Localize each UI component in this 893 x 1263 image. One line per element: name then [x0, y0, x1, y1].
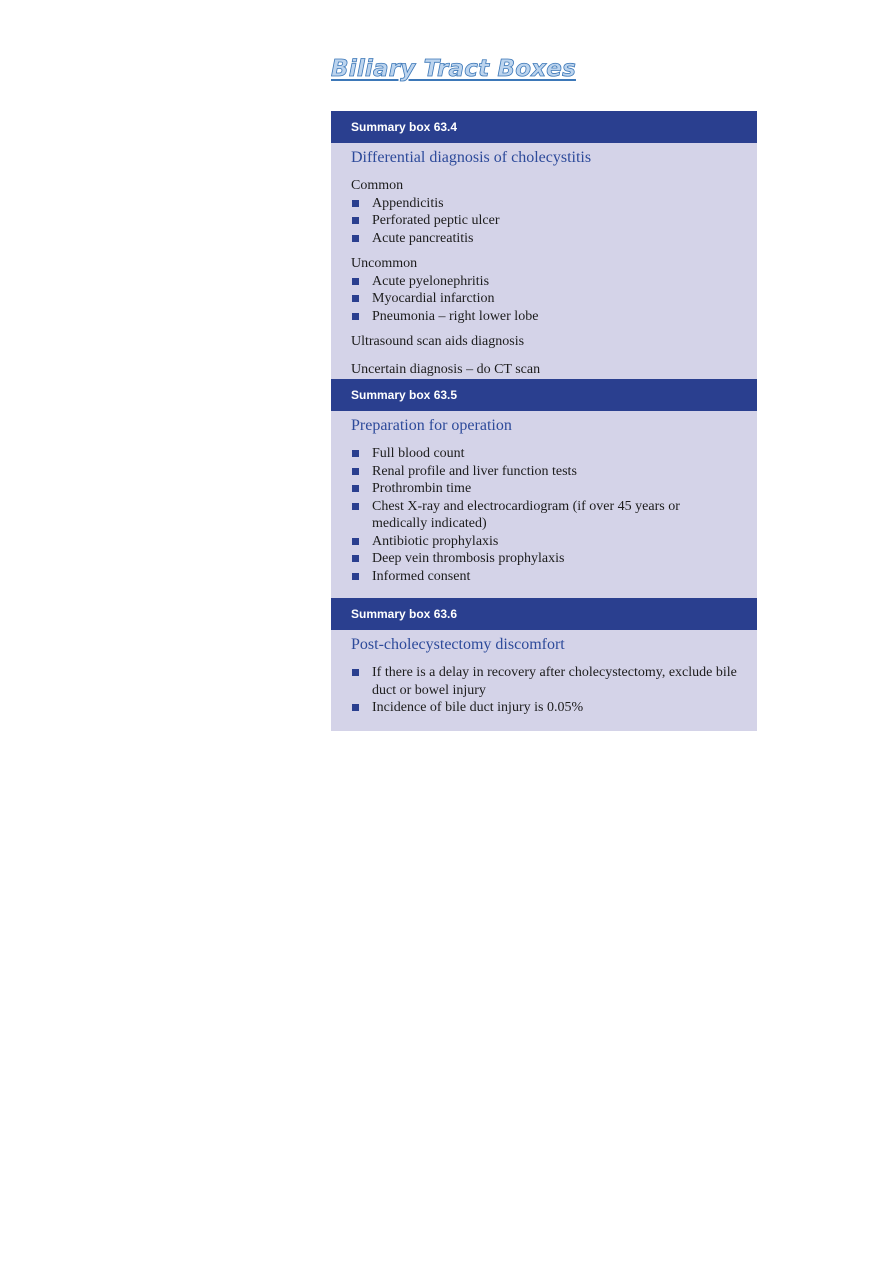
list-item	[351, 550, 737, 568]
square-bullet-icon	[352, 295, 359, 302]
group-common	[351, 177, 737, 247]
list-item	[351, 463, 737, 481]
bullet-list	[351, 664, 737, 717]
box-header: Summary box 63.4	[331, 111, 757, 143]
square-bullet-icon	[352, 669, 359, 676]
square-bullet-icon	[352, 555, 359, 562]
group-label: Uncommon	[351, 256, 418, 271]
box-body	[331, 630, 757, 731]
summary-boxes	[331, 111, 757, 731]
list-item	[351, 664, 737, 699]
list-item	[351, 498, 737, 533]
list-item-text: Renal profile and liver function tests	[372, 463, 577, 479]
list-item-text: Antibiotic prophylaxis	[372, 533, 499, 549]
square-bullet-icon	[352, 503, 359, 510]
group-uncommon	[351, 255, 737, 325]
list-item-text: Deep vein thrombosis prophylaxis	[372, 551, 565, 566]
square-bullet-icon	[352, 468, 359, 475]
list-item	[351, 290, 737, 308]
square-bullet-icon	[352, 313, 359, 320]
page-title: Biliary Tract Boxes	[331, 56, 576, 82]
list-item	[351, 699, 737, 717]
box-body	[331, 143, 757, 379]
list-item	[351, 230, 737, 248]
square-bullet-icon	[352, 538, 359, 545]
bullet-list	[351, 273, 737, 326]
square-bullet-icon	[352, 573, 359, 580]
list-item-text: Pneumonia – right lower lobe	[372, 308, 539, 324]
list-item-text: If there is a delay in recovery after cholecystectomy, exclude bile duct or bowel injury	[372, 665, 737, 698]
list-item-text: Myocardial infarction	[372, 291, 495, 306]
group-label: Common	[351, 178, 404, 193]
note-ct-scan: Uncertain diagnosis – do CT scan	[351, 361, 541, 377]
summary-box-63-5	[331, 379, 757, 598]
list-item	[351, 212, 737, 230]
list-item-text: Informed consent	[372, 568, 471, 584]
list-item-text: Full blood count	[372, 446, 465, 461]
list-item	[351, 308, 737, 326]
box-title: Preparation for operation	[351, 417, 512, 434]
list-item	[351, 533, 737, 551]
square-bullet-icon	[352, 278, 359, 285]
square-bullet-icon	[352, 450, 359, 457]
square-bullet-icon	[352, 217, 359, 224]
bullet-list	[351, 195, 737, 248]
box-body	[331, 411, 757, 598]
list-item	[351, 480, 737, 498]
list-item-text: Perforated peptic ulcer	[372, 213, 500, 228]
square-bullet-icon	[352, 235, 359, 242]
box-header: Summary box 63.5	[331, 379, 757, 411]
list-item	[351, 273, 737, 291]
summary-box-63-6	[331, 598, 757, 731]
list-item	[351, 568, 737, 586]
list-item-text: Incidence of bile duct injury is 0.05%	[372, 700, 584, 715]
list-item-text: Acute pancreatitis	[372, 230, 474, 246]
list-item	[351, 445, 737, 463]
box-title: Differential diagnosis of cholecystitis	[351, 149, 592, 166]
box-header: Summary box 63.6	[331, 598, 757, 630]
box-title: Post-cholecystectomy discomfort	[351, 636, 565, 653]
list-item-text: Appendicitis	[372, 195, 444, 211]
list-item	[351, 195, 737, 213]
bullet-list	[351, 445, 737, 585]
summary-box-63-4	[331, 111, 757, 379]
square-bullet-icon	[352, 485, 359, 492]
square-bullet-icon	[352, 200, 359, 207]
note-ultrasound: Ultrasound scan aids diagnosis	[351, 334, 525, 349]
list-item-text: Prothrombin time	[372, 481, 472, 496]
list-item-text: Acute pyelonephritis	[372, 273, 490, 289]
square-bullet-icon	[352, 704, 359, 711]
list-item-text: Chest X-ray and electrocardiogram (if over 45 years or medically indicated)	[372, 498, 680, 531]
